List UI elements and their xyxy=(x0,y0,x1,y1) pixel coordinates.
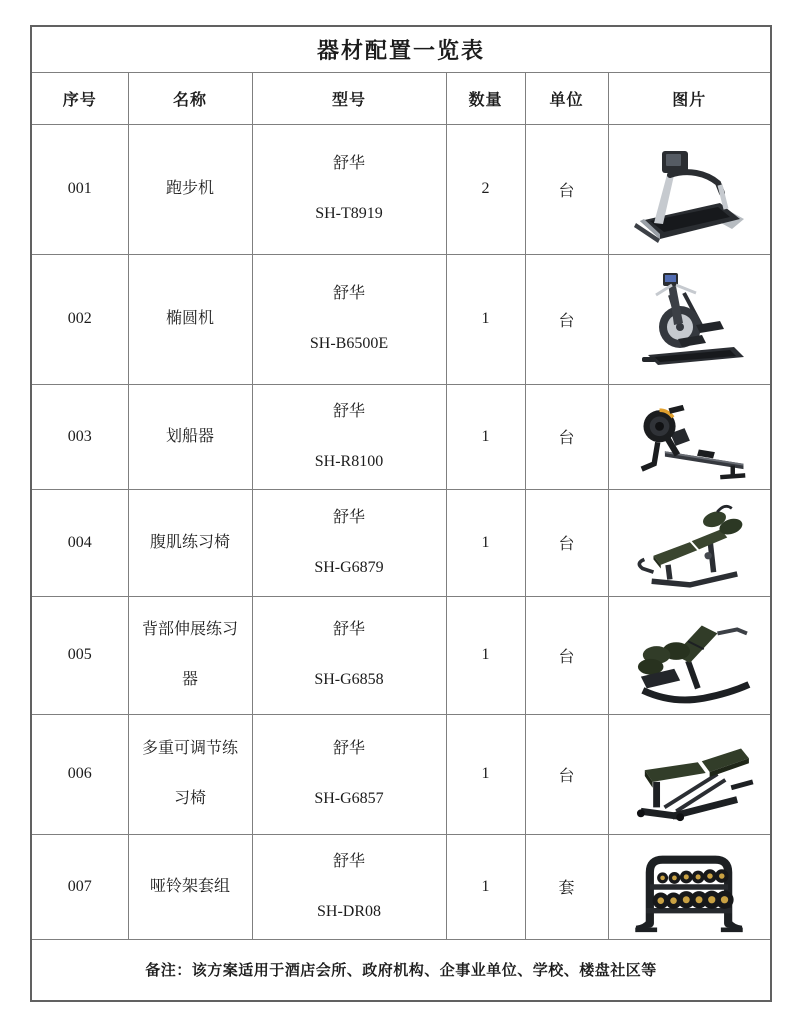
brand-text: 舒华 xyxy=(332,508,365,526)
qty-cell: 1 xyxy=(446,714,525,834)
model-cell xyxy=(252,834,446,939)
table-row xyxy=(31,834,771,939)
adjustable-bench-image xyxy=(614,719,764,829)
model-text: SH-G6858 xyxy=(314,671,384,688)
brand-text: 舒华 xyxy=(332,402,365,420)
back-extension-bench-image xyxy=(614,600,764,710)
image-cell xyxy=(608,714,771,834)
remark-note: 备注：该方案适用于酒店会所、政府机构、企事业单位、学校、楼盘社区等 xyxy=(31,939,771,1001)
note-row xyxy=(31,939,771,1001)
model-text: SH-R8100 xyxy=(314,452,384,470)
serial-cell: 005 xyxy=(31,596,128,714)
brand-text: 舒华 xyxy=(332,285,365,302)
col-header-serial: 序号 xyxy=(31,72,128,124)
ab-crunch-bench-image xyxy=(614,492,764,594)
serial-cell: 006 xyxy=(31,714,128,834)
table-row xyxy=(31,254,771,384)
model-text: SH-T8919 xyxy=(315,205,383,222)
column-header-row xyxy=(31,72,771,124)
image-cell xyxy=(608,254,771,384)
qty-cell: 1 xyxy=(446,384,525,489)
brand-text: 舒华 xyxy=(332,155,365,172)
dumbbell-rack-set-image xyxy=(614,836,764,938)
qty-cell: 1 xyxy=(446,834,525,939)
qty-cell: 1 xyxy=(446,489,525,596)
table-row xyxy=(31,124,771,254)
col-header-name: 名称 xyxy=(128,72,252,124)
col-header-image: 图片 xyxy=(608,72,771,124)
model-cell xyxy=(252,254,446,384)
name-cell: 背部伸展练习器 xyxy=(128,596,252,714)
equipment-table xyxy=(30,25,772,1002)
unit-cell: 台 xyxy=(525,124,608,254)
model-text: SH-B6500E xyxy=(309,335,389,352)
col-header-qty: 数量 xyxy=(446,72,525,124)
name-cell: 划船器 xyxy=(128,384,252,489)
title-row xyxy=(31,26,771,72)
unit-cell: 台 xyxy=(525,489,608,596)
table-row xyxy=(31,384,771,489)
table-row xyxy=(31,596,771,714)
brand-text: 舒华 xyxy=(332,621,365,638)
rowing-machine-image xyxy=(614,387,764,487)
model-cell xyxy=(252,489,446,596)
model-text: SH-DR08 xyxy=(316,902,381,920)
treadmill-image xyxy=(614,133,764,245)
model-text: SH-G6857 xyxy=(314,790,384,807)
model-text: SH-G6879 xyxy=(314,558,384,576)
name-cell: 腹肌练习椅 xyxy=(128,489,252,596)
page-title: 器材配置一览表 xyxy=(31,26,771,72)
table-row xyxy=(31,714,771,834)
unit-cell: 套 xyxy=(525,834,608,939)
document-page xyxy=(30,25,770,1002)
image-cell xyxy=(608,834,771,939)
model-cell xyxy=(252,124,446,254)
brand-text: 舒华 xyxy=(332,740,365,757)
table-row xyxy=(31,489,771,596)
serial-cell: 002 xyxy=(31,254,128,384)
image-cell xyxy=(608,489,771,596)
serial-cell: 007 xyxy=(31,834,128,939)
qty-cell: 2 xyxy=(446,124,525,254)
qty-cell: 1 xyxy=(446,254,525,384)
model-cell xyxy=(252,596,446,714)
name-cell: 多重可调节练习椅 xyxy=(128,714,252,834)
elliptical-image xyxy=(614,263,764,375)
unit-cell: 台 xyxy=(525,254,608,384)
brand-text: 舒华 xyxy=(332,852,365,870)
serial-cell: 003 xyxy=(31,384,128,489)
col-header-unit: 单位 xyxy=(525,72,608,124)
unit-cell: 台 xyxy=(525,384,608,489)
model-cell xyxy=(252,714,446,834)
image-cell xyxy=(608,384,771,489)
qty-cell: 1 xyxy=(446,596,525,714)
name-cell: 哑铃架套组 xyxy=(128,834,252,939)
model-cell xyxy=(252,384,446,489)
name-cell: 椭圆机 xyxy=(128,254,252,384)
serial-cell: 004 xyxy=(31,489,128,596)
unit-cell: 台 xyxy=(525,714,608,834)
unit-cell: 台 xyxy=(525,596,608,714)
image-cell xyxy=(608,596,771,714)
image-cell xyxy=(608,124,771,254)
serial-cell: 001 xyxy=(31,124,128,254)
col-header-model: 型号 xyxy=(252,72,446,124)
name-cell: 跑步机 xyxy=(128,124,252,254)
